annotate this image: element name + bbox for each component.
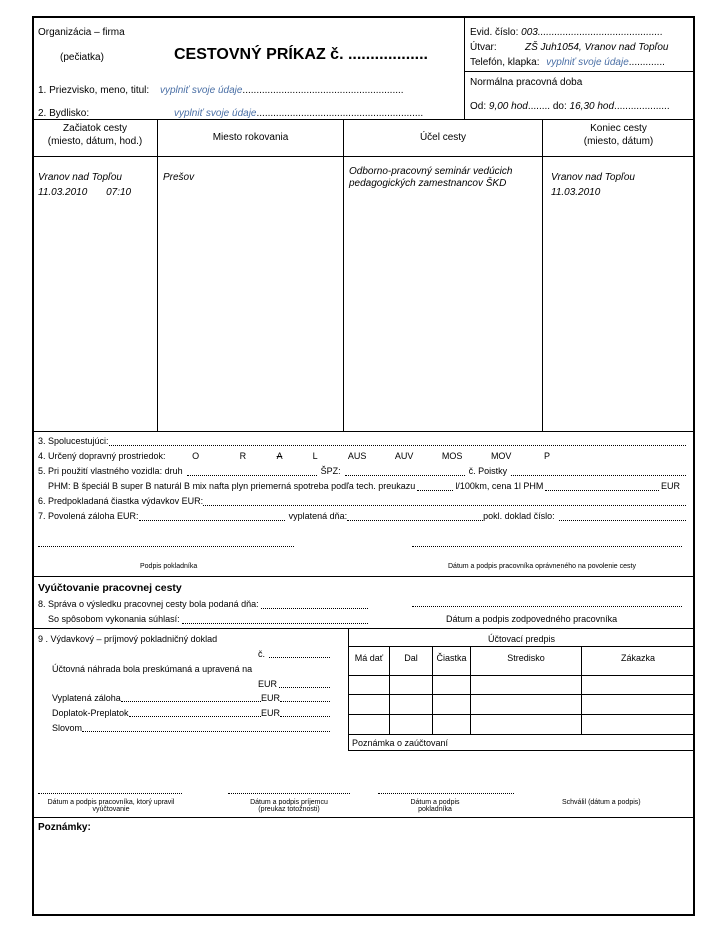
evid-row	[470, 27, 663, 38]
th-start-sub: (miesto, dátum, hod.)	[47, 136, 143, 147]
expected-input[interactable]	[203, 496, 686, 506]
approver-sign-line[interactable]	[412, 540, 682, 547]
sign-3-label	[370, 799, 500, 813]
transport-label: 4. Určený dopravný prostriedok:	[38, 451, 166, 461]
from-dots: ........	[527, 101, 551, 112]
end-place[interactable]: Vranov nad Topľou	[551, 172, 635, 183]
evid-label: Evid. číslo:	[470, 27, 519, 38]
expected-label: 6. Predpokladaná čiastka výdavkov EUR:	[38, 496, 204, 506]
table-col-2	[343, 119, 344, 431]
to-label: do:	[552, 101, 567, 112]
transport-opt-l[interactable]: L	[312, 451, 318, 461]
header-rule	[464, 71, 694, 72]
from-value[interactable]: 9,00 hod	[488, 101, 528, 112]
start-place[interactable]: Vranov nad Topľou	[38, 172, 122, 183]
th-start-label: Začiatok cesty	[63, 123, 127, 134]
address-value[interactable]: vyplniť svoje údaje	[174, 108, 257, 119]
phone-label: Telefón, klapka:	[470, 57, 540, 68]
section9-rule	[33, 628, 694, 629]
th-purpose: Účel cesty	[419, 132, 467, 143]
transport-opt-mos[interactable]: MOS	[441, 451, 463, 461]
cashier-sign-label: Podpis pokladníka	[140, 563, 198, 570]
sign-3-line[interactable]	[378, 787, 514, 794]
utvar-label: Útvar:	[470, 42, 497, 53]
sign-1-line1: Dátum a podpis pracovníka, ktorý upravil	[47, 799, 175, 806]
spz-label: ŠPZ:	[320, 466, 341, 476]
notes-area[interactable]	[36, 838, 690, 912]
sign-2-label	[214, 799, 364, 813]
from-to-row	[470, 101, 670, 112]
name-row	[38, 85, 404, 96]
acc-col-ciastka: Čiastka	[436, 653, 467, 663]
transport-opt-o[interactable]: O	[192, 451, 200, 461]
sign-4-label: Schválil (dátum a podpis)	[562, 799, 641, 806]
doc-number-row	[258, 649, 330, 659]
words-label: Slovom	[52, 723, 83, 733]
table-header-rule	[33, 156, 694, 157]
words-row	[52, 723, 330, 733]
eur3-label: EUR	[260, 708, 280, 718]
advance-paid-dots[interactable]	[121, 693, 261, 702]
sign-1-label	[36, 799, 186, 813]
settlement-title: Vyúčtovanie pracovnej cesty	[38, 582, 182, 594]
reimb-label: Účtovná náhrada bola preskúmaná a upravená na	[52, 664, 253, 674]
stamp-label: (pečiatka)	[60, 52, 104, 63]
acc-col-zakazka: Zákazka	[620, 653, 655, 663]
start-date	[38, 187, 131, 198]
acc-rule-1	[348, 675, 694, 676]
acc-rule-3	[348, 714, 694, 715]
name-dots: ..........................................................	[242, 85, 404, 96]
advance-paid-label: Vyplatená záloha	[52, 693, 121, 703]
report-row	[38, 599, 368, 609]
to-dots: ....................	[614, 101, 670, 112]
table-col-3	[542, 119, 543, 431]
settlement-rule	[33, 576, 694, 577]
surcharge-dots[interactable]	[129, 708, 261, 717]
transport-opt-aus[interactable]: AUS	[347, 451, 367, 461]
doc-label: pokl. doklad číslo:	[483, 511, 555, 521]
eur2-input[interactable]	[280, 693, 330, 702]
report-date-input[interactable]	[261, 599, 368, 609]
to-value[interactable]: 16,30 hod	[569, 101, 615, 112]
phone-value[interactable]: vyplniť svoje údaje	[546, 57, 629, 68]
paid-input[interactable]	[347, 511, 483, 521]
vehicle-row	[38, 466, 686, 476]
normal-time-label: Normálna pracovná doba	[470, 77, 583, 88]
meeting-place[interactable]: Prešov	[163, 172, 195, 183]
sign-3-line1: Dátum a podpis	[410, 799, 460, 806]
transport-row	[38, 451, 550, 461]
th-place: Miesto rokovania	[212, 132, 289, 143]
acc-rule-4	[348, 734, 694, 735]
expected-row	[38, 496, 686, 506]
th-end-sub: (miesto, dátum)	[583, 136, 654, 147]
surcharge-label: Doplatok-Preplatok	[52, 708, 129, 718]
policy-label: č. Poistky	[468, 466, 508, 476]
address-label: 2. Bydlisko:	[38, 108, 90, 119]
end-date[interactable]: 11.03.2010	[551, 187, 601, 198]
name-value[interactable]: vyplniť svoje údaje	[159, 85, 243, 96]
transport-opt-auv[interactable]: AUV	[394, 451, 414, 461]
advance-paid-row	[52, 693, 330, 703]
acc-col-dal: Dal	[404, 653, 418, 663]
transport-opt-mov[interactable]: MOV	[490, 451, 512, 461]
policy-input[interactable]	[511, 466, 686, 476]
advance-row	[38, 511, 686, 521]
phm-currency: EUR	[660, 481, 680, 491]
sign-1-line2: vyúčtovanie	[92, 806, 130, 813]
sign-2-line2: (preukaz totožnosti)	[258, 806, 320, 813]
th-start	[33, 123, 157, 147]
org-label: Organizácia – firma	[38, 27, 125, 38]
method-label: So spôsobom vykonania súhlasí:	[48, 614, 180, 624]
start-date-value[interactable]: 11.03.2010	[38, 187, 88, 198]
acc-rule-0	[348, 646, 694, 647]
section9-right-bottom	[348, 750, 694, 751]
sign-2-line[interactable]	[228, 787, 350, 794]
vehicle-type-input[interactable]	[187, 466, 317, 476]
sign-1-line[interactable]	[38, 787, 182, 794]
accounting-note-label: Poznámka o zaúčtovaní	[352, 738, 449, 748]
report-label: 8. Správa o výsledku pracovnej cesty bola podaná dňa:	[38, 599, 259, 609]
start-time-value[interactable]: 07:10	[106, 187, 132, 198]
table-top-rule	[33, 119, 694, 120]
section9-title: 9 . Výdavkový – príjmový pokladničný doklad	[38, 634, 218, 644]
doc-number-input[interactable]	[269, 649, 330, 658]
table-bottom-rule	[33, 431, 694, 432]
method-input[interactable]	[182, 614, 368, 624]
cashier-sign-line[interactable]	[38, 540, 294, 547]
spz-input[interactable]	[345, 466, 465, 476]
accounting-title: Účtovací predpis	[487, 634, 556, 644]
vehicle-label: 5. Pri použití vlastného vozidla: druh	[38, 466, 183, 476]
sign-3-line2: pokladníka	[418, 806, 452, 813]
advance-label: 7. Povolená záloha EUR:	[38, 511, 139, 521]
notes-label: Poznámky:	[38, 822, 91, 833]
from-label: Od:	[470, 101, 487, 112]
doc-input[interactable]	[559, 511, 686, 521]
phone-dots: .............	[628, 57, 665, 68]
eur3-input[interactable]	[280, 708, 330, 717]
eur1-row	[258, 679, 330, 689]
responsible-sign-line[interactable]	[412, 598, 682, 607]
transport-opt-p[interactable]: P	[543, 451, 550, 461]
phm-consumption-input[interactable]	[417, 481, 453, 491]
purpose-line-1[interactable]: Odborno-pracovný seminár vedúcich	[349, 166, 513, 177]
companions-label: 3. Spolucestujúci:	[38, 436, 109, 446]
companions-input[interactable]	[109, 436, 686, 446]
purpose-line-2[interactable]: pedagogických zamestnancov ŠKD	[349, 178, 507, 189]
phm-row	[48, 481, 680, 491]
page-title: CESTOVNÝ PRÍKAZ č. ..................	[174, 46, 428, 63]
companions-row	[38, 436, 686, 446]
eur1-label: EUR	[258, 679, 278, 689]
sign-2-line1: Dátum a podpis príjemcu	[250, 799, 328, 806]
surcharge-row	[52, 708, 330, 718]
address-row	[174, 108, 423, 119]
responsible-sign-label: Dátum a podpis zodpovedného pracovníka	[446, 614, 618, 624]
header-divider	[464, 17, 465, 119]
approver-sign-label: Dátum a podpis pracovníka oprávneného na povolenie cesty	[448, 563, 636, 570]
transport-opt-r[interactable]: R	[239, 451, 247, 461]
method-row	[48, 614, 368, 624]
advance-input[interactable]	[139, 511, 285, 521]
paid-label: vyplatená dňa:	[288, 511, 348, 521]
words-input[interactable]	[82, 723, 330, 732]
acc-col-madat: Má dať	[354, 653, 384, 663]
eur2-label: EUR	[260, 693, 280, 703]
name-label: 1. Priezvisko, meno, titul:	[38, 85, 150, 96]
acc-rule-2	[348, 694, 694, 695]
doc-number-label: č.	[258, 649, 266, 659]
th-end-label: Koniec cesty	[590, 123, 647, 134]
phm-label: PHM: B špeciál B super B naturál B mix nafta plyn priemerná spotreba podľa tech. preukazu	[48, 481, 416, 491]
utvar-value[interactable]: ZŠ Juh1054, Vranov nad Topľou	[525, 42, 669, 53]
notes-rule	[33, 817, 694, 818]
acc-col-stredisko: Stredisko	[507, 653, 545, 663]
address-dots: ............................................................	[256, 108, 424, 119]
eur1-input[interactable]	[279, 679, 330, 688]
th-end	[543, 123, 694, 147]
phm-unit: l/100km, cena 1l PHM	[455, 481, 544, 491]
evid-value[interactable]: 003.............................................	[521, 27, 663, 38]
phm-price-input[interactable]	[545, 481, 659, 491]
phone-row	[470, 57, 665, 68]
transport-opt-a[interactable]: A	[276, 451, 283, 461]
table-col-1	[157, 119, 158, 431]
